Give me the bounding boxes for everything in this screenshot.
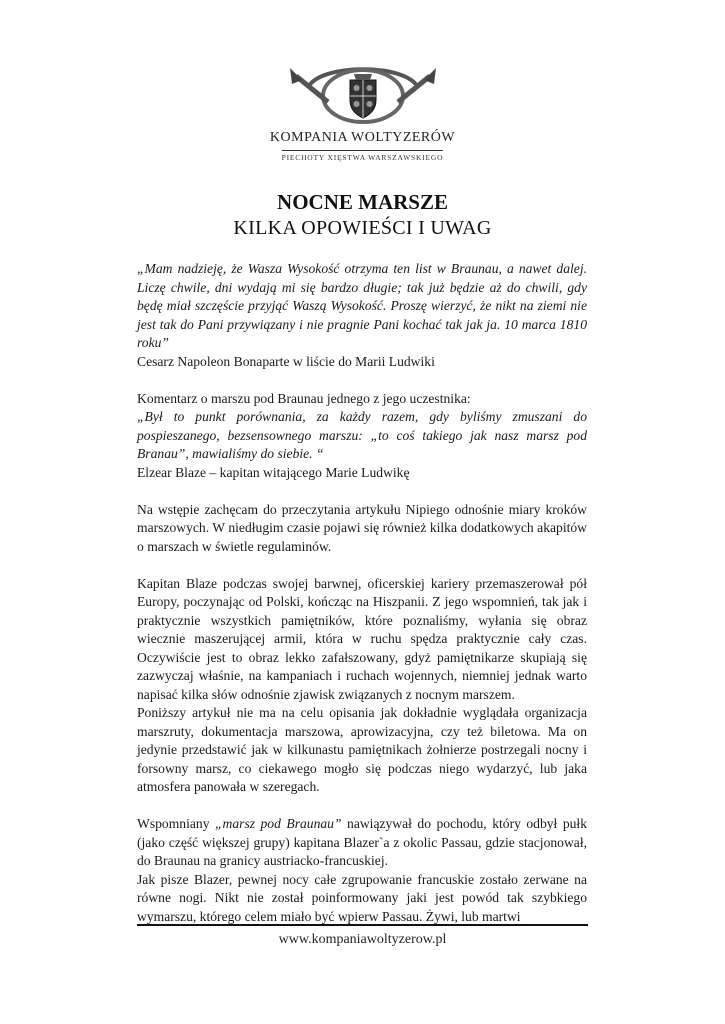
paragraph-braunau-march: [137, 815, 587, 871]
logo-name: KOMPANIA WOLTYZERÓW: [269, 130, 456, 145]
page-title: NOCNE MARSZE: [277, 190, 448, 214]
paragraph-intro: Na wstępie zachęcam do przeczytania artykułu Nipiego odnośnie miary kroków marszowych. W niedługim czasie pojawi się również kilka dodatkowych akapitów o marszach w świetle regulaminów.: [137, 501, 587, 554]
paragraph-night-alarm: Jak pisze Blazer, pewnej nocy całe zgrupowanie francuskie zostało zerwane na równe nogi. Nikt nie został poinformowany jaki jest powód tak szybkiego wymarszu, którego celem miało być wpierw Passau. Żywi, lub martwi: [137, 871, 587, 924]
quote-blaze-attribution: Elzear Blaze – kapitan witającego Marie Ludwikę: [137, 464, 410, 480]
quote-blaze-text: „Był to punkt porównania, za każdy razem, gdy byliśmy zmuszani do pospieszanego, bezsensownego marszu: „to coś takiego jak nasz marsz pod Branau”, mawialiśmy do siebie. “: [137, 409, 587, 461]
paragraph-blaze-career: Kapitan Blaze podczas swojej barwnej, oficerskiej kariery przemaszerował pół Europy, poczynając od Polski, kończąc na Hiszpanii. Z jego wspomnień, tak jak i praktycznie wszystkich pamiętników, które poznaliśmy, wyłania się obraz wiecznie maszerującej armii, która w ruchu spędza praktycznie cały czas. Oczywiście jest to obraz lekko zafałszowany, gdyż pamiętnikarze skupiają się zazwyczaj właśnie, na kampaniach i ruchach wojennych, niemniej jednak warto napisać kilka słów odnośnie zjawisk związanych z nocnym marszem.: [137, 575, 587, 702]
footer-divider: [137, 924, 588, 926]
quote-napoleon-text: „Mam nadzieję, że Wasza Wysokość otrzyma ten list w Braunau, a nawet dalej. Liczę chwile, dni wydają mi się bardzo długie; tak już będzie aż do chwili, gdy będę miał szczęście przyjąć Waszą Wysokość. Proszę wierzyć, że nikt na ziemi nie jest tak do Pani przywiązany i nie pragnie Pani kochać tak jak ja. 10 marca 1810 roku”: [137, 261, 587, 350]
comment-intro: Komentarz o marszu pod Braunau jednego z jego uczestnika:: [137, 390, 471, 406]
article-body: [137, 260, 587, 926]
quote-blaze: [137, 408, 587, 464]
hunting-horn-emblem-icon: [288, 58, 438, 128]
footer-website-link[interactable]: www.kompaniawoltyzerow.pl: [278, 932, 447, 947]
page-subtitle: KILKA OPOWIEŚCI I UWAG: [233, 217, 492, 239]
paragraph-braunau-em: „marsz pod Braunau”: [214, 816, 342, 831]
logo: [0, 58, 725, 162]
paragraph-braunau-pre: Wspomniany: [137, 816, 215, 831]
paragraph-article-scope: Poniższy artykuł nie ma na celu opisania jak dokładnie wyglądała organizacja marszruty, dokumentacja marszowa, aprowizacyjna, czy też biletowa. Ma on jedynie przedstawić jak w kilkunastu pamiętnikach żołnierze postrzegali nocny i forsowny marsz, co ciekawego mogło się podczas niego wydarzyć, lub jaka atmosfera panowała w szeregach.: [137, 705, 587, 794]
quote-napoleon-attribution: Cesarz Napoleon Bonaparte w liście do Marii Ludwiki: [137, 353, 435, 369]
paragraph-braunau-post: nawiązywał do pochodu, który odbył pułk (jako część większej grupy) kapitana Blazer`a z okolic Passau, gdzie stacjonował, do Braunau na granicy austriacko-francuskiej.: [137, 816, 587, 868]
logo-subtitle: PIECHOTY XIĘSTWA WARSZAWSKIEGO: [282, 150, 444, 162]
quote-napoleon: [137, 260, 587, 353]
